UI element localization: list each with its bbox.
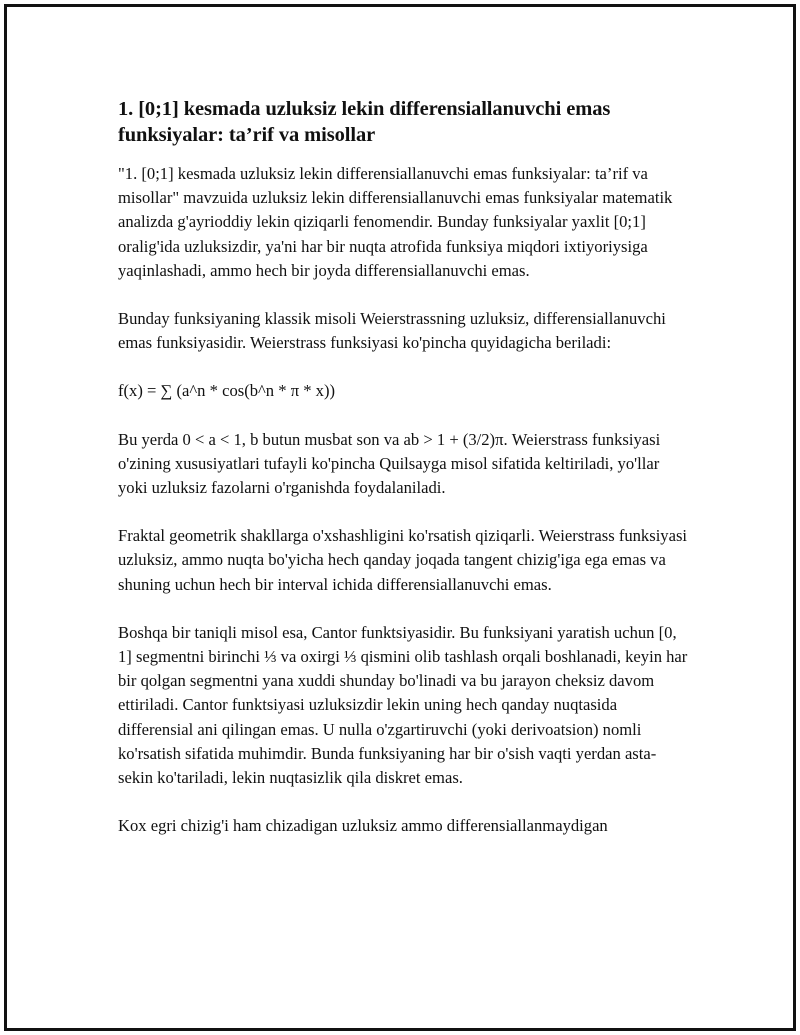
- paragraph-weierstrass: Bunday funksiyaning klassik misoli Weierstrassning uzluksiz, differensiallanuvchi emas funksiyasidir. Weierstrass funksiyasi ko'pincha quyidagicha beriladi:: [118, 309, 666, 353]
- document-body: [118, 96, 688, 862]
- paragraph-conditions: Bu yerda 0 < a < 1, b butun musbat son va ab > 1 + (3/2)π. Weierstrass funksiyasi o'zining xususiyatlari tufayli ko'pincha Quilsayga misol sifatida keltiriladi, yo'llar yoki uzluksiz fazolarni o'rganishda foydalaniladi.: [118, 429, 661, 498]
- paragraph-cantor: Boshqa bir taniqli misol esa, Cantor funktsiyasidir. Bu funksiyani yaratish uchun [0, 1] segmentni birinchi ⅓ va oxirgi ⅓ qismini olib tashlash orqali boshlanadi, keyin har bir qolgan segmentni yana xuddi shunday bo'linadi va bu jarayon cheksiz davom ettiriladi. Cantor funktsiyasi uzluksizdir lekin uning hech qanday nuqtasida differensial ani qilingan emas. U nulla o'zgartiruvchi (yoki derivoatsion) nomli ko'rsatish sifatida muhimdir. Bunda funksiyaning har bir o'sish vaqti yerdan asta-sekin ko'tariladi, lekin nuqtasizlik qila diskret emas.: [118, 622, 688, 788]
- section-heading: 1. [0;1] kesmada uzluksiz lekin differensiallanuvchi emas funksiyalar: ta’rif va misollar: [118, 98, 611, 146]
- paragraph-intro: "1. [0;1] kesmada uzluksiz lekin differensiallanuvchi emas funksiyalar: ta’rif va misollar" mavzuida uzluksiz lekin differensiallanuvchi emas funksiyalar matematik analizda g'ayrioddiy lekin qiziqarli fenomendir. Bunday funksiyalar yaxlit [0;1] oralig'ida uzluksizdir, ya'ni har bir nuqta atrofida funksiya miqdori ixtiyoriysiga yaqinlashadi, ammo hech bir joyda differensiallanuvchi emas.: [118, 164, 673, 280]
- paragraph-koch: Kox egri chizig'i ham chizadigan uzluksiz ammo differensiallanmaydigan: [118, 816, 608, 836]
- formula: f(x) = ∑ (a^n * cos(b^n * π * x)): [118, 381, 336, 401]
- paragraph-fractal: Fraktal geometrik shakllarga o'xshashligini ko'rsatish qiziqarli. Weierstrass funksiyasi uzluksiz, ammo nuqta bo'yicha hech qanday joqada tangent chizig'iga ega emas va shuning uchun hech bir interval ichida differensiallanuvchi emas.: [118, 526, 688, 594]
